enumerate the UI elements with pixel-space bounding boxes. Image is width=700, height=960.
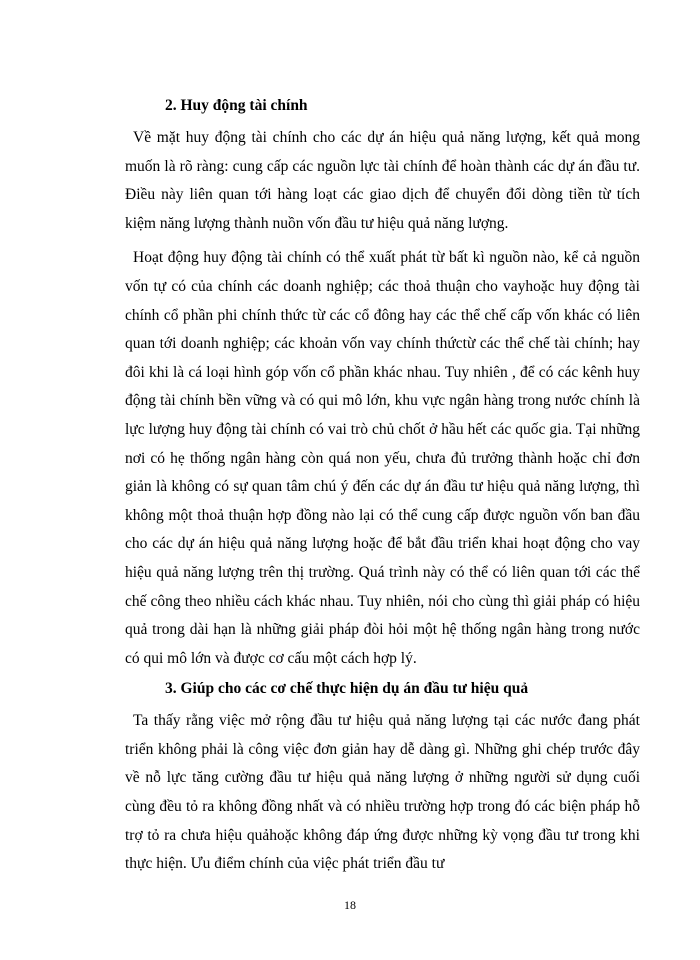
section-2-heading: 2. Huy động tài chính: [165, 97, 308, 114]
section-2-paragraph-2: Hoạt động huy động tài chính có thể xuất phát từ bất kì nguồn nào, kể cả nguồn vốn tự có của chính các doanh nghiệp; các thoả thuận cho vayhoặc huy động tài chính cổ phần phi chính thức từ các cổ đông hay các thể chế cấp vốn khác có liên quan tới doanh nghiệp; các khoản vốn vay chính thứctừ các thể chế tài chính; hay đôi khi là cá loại hình góp vốn cổ phần khác nhau. Tuy nhiên , để có các kênh huy động tài chính bền vững và có qui mô lớn, khu vực ngân hàng trong nước chính là lực lượng huy động tài chính có vai trò chủ chốt ở hầu hết các quốc gia. Tại những nơi có hẹ thống ngân hàng còn quá non yếu, chưa đủ trưởng thành hoặc chỉ đơn giản là không có sự quan tâm chú ý đến các dự án đầu tư hiệu quả năng lượng, thì không một thoả thuận hợp đồng nào lại có thể cung cấp được nguồn vốn ban đầu cho các dự án hiệu quả năng lượng hoặc để bắt đầu triển khai hoạt động cho vay hiệu quả năng lượng trên thị trường. Quá trình này có thể có liên quan tới các thể chế công theo nhiều cách khác nhau. Tuy nhiên, nói cho cùng thì giải pháp có hiệu quả trong dài hạn là những giải pháp đòi hỏi một hệ thống ngân hàng trong nước có qui mô lớn và được cơ cấu một cách hợp lý.: [125, 249, 640, 667]
section-3-heading: 3. Giúp cho các cơ chế thực hiện dụ án đầu tư hiệu quả: [165, 680, 529, 698]
section-3-paragraph-1: Ta thấy rằng việc mở rộng đầu tư hiệu quả năng lượng tại các nước đang phát triển không phải là công việc đơn giản hay dễ dàng gì. Những ghi chép trước đây về nỗ lực tăng cường đầu tư hiệu quả năng lượng ở những người sử dụng cuối cùng đều tỏ ra không đồng nhất và có nhiều trường hợp trong đó các biện pháp hỗ trợ tỏ ra chưa hiệu quảhoặc không đáp ứng được những kỳ vọng đầu tư trong khi thực hiện. Ưu điểm chính của việc phát triển đầu tư: [125, 712, 640, 873]
page-number: 18: [344, 898, 356, 912]
section-2-paragraph-1: Về mặt huy động tài chính cho các dự án hiệu quả năng lượng, kết quả mong muốn là rõ ràng: cung cấp các nguồn lực tài chính để hoàn thành các dự án đầu tư. Điều này liên quan tới hàng loạt các giao dịch để chuyển đổi dòng tiền từ tích kiệm năng lượng thành nuồn vốn đầu tư hiệu quả năng lượng.: [125, 129, 640, 232]
